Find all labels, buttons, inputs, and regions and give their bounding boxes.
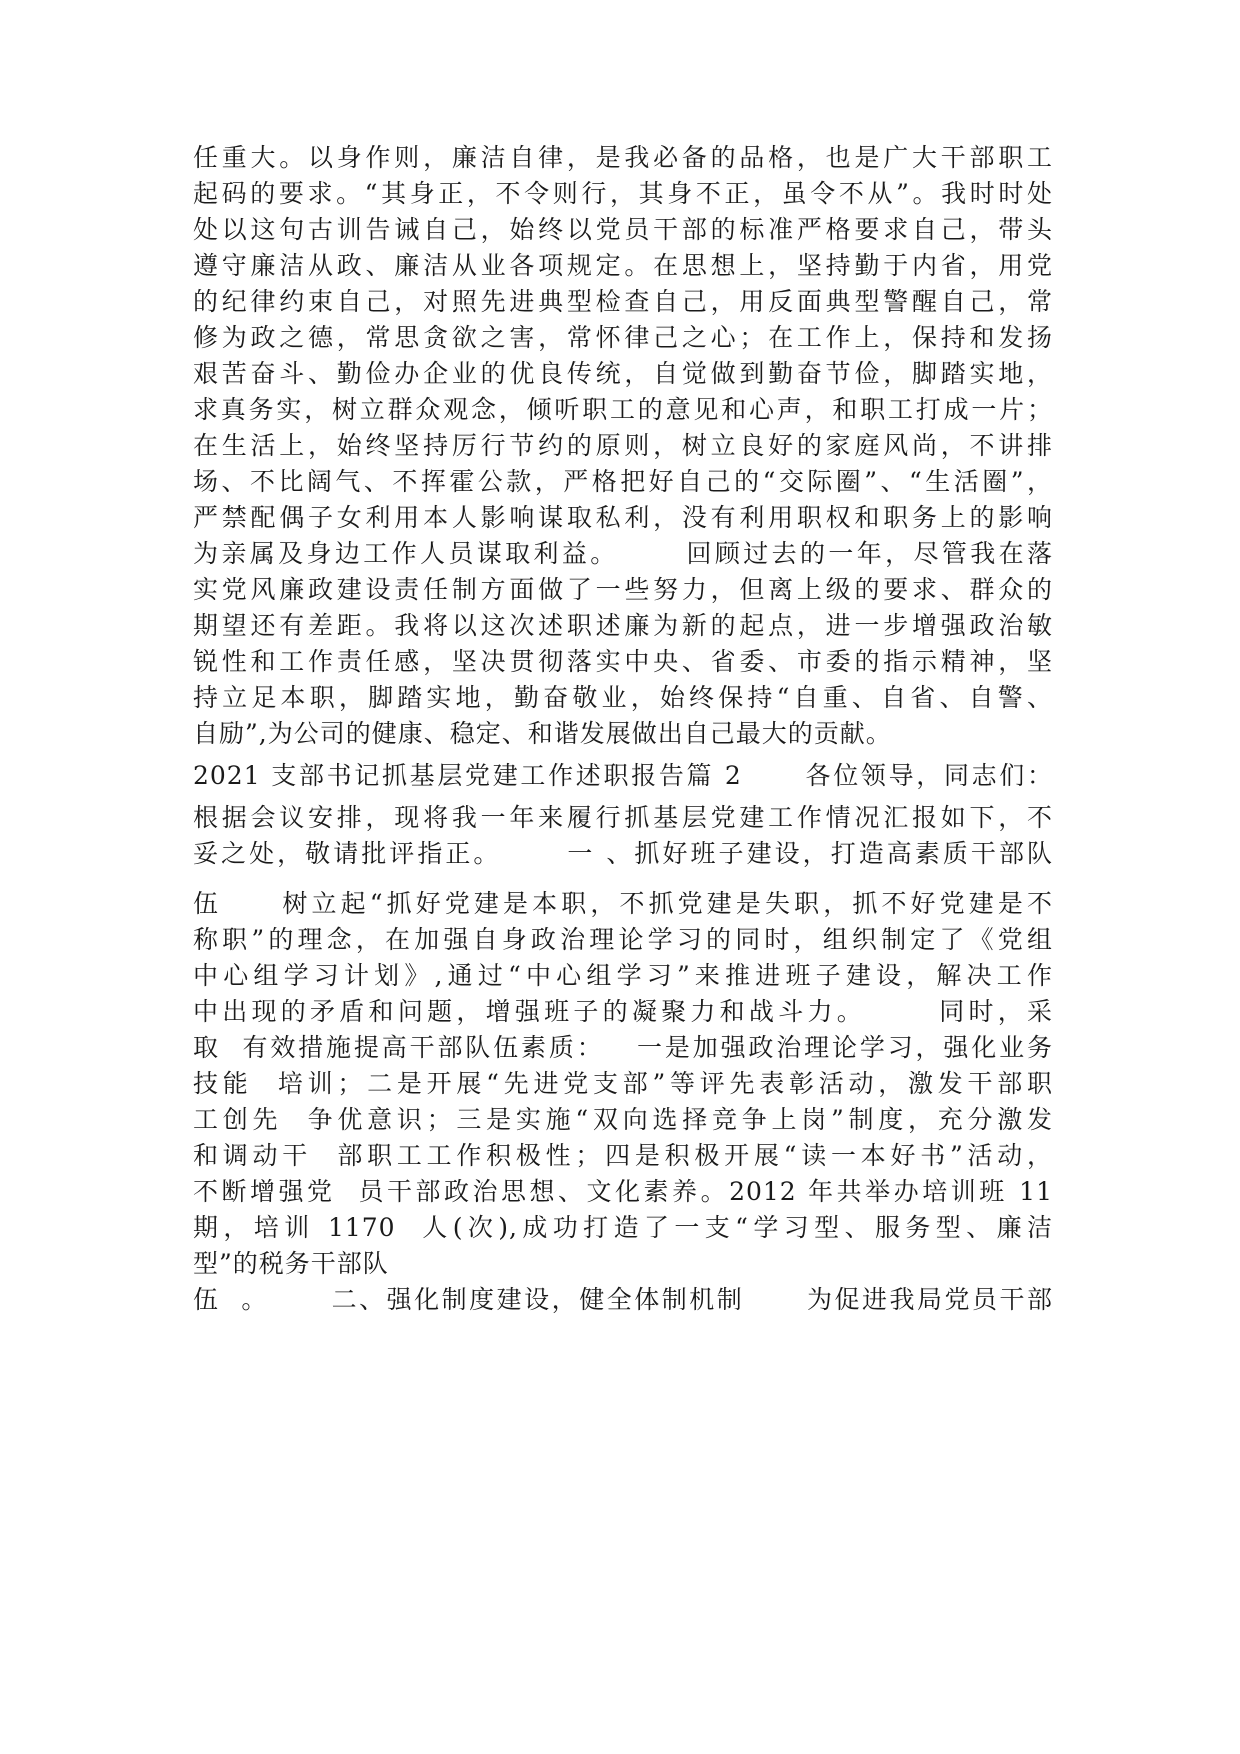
text-line: 处以这句古训告诫自己，始终以党员干部的标准严格要求自己，带头 <box>193 215 1053 244</box>
text-line: 自励”,为公司的健康、稳定、和谐发展做出自己最大的贡献。 <box>193 719 892 748</box>
section-heading-line: 2021 支部书记抓基层党建工作述职报告篇 2 各位领导，同志们： <box>193 761 1053 790</box>
text-line: 伍 树立起“抓好党建是本职，不抓党建是失职，抓不好党建是不 <box>193 889 1053 918</box>
text-line: 型”的税务干部队 <box>193 1249 389 1278</box>
text-line: 伍 。 二、强化制度建设，健全体制机制 为促进我局党员干部 <box>193 1285 1053 1314</box>
text-line: 锐性和工作责任感，坚决贯彻落实中央、省委、市委的指示精神，坚 <box>193 647 1053 676</box>
text-line: 持立足本职，脚踏实地，勤奋敬业，始终保持“自重、自省、自警、 <box>193 683 1053 712</box>
text-line: 根据会议安排，现将我一年来履行抓基层党建工作情况汇报如下，不 <box>193 803 1053 832</box>
text-line: 和调动干 部职工工作积极性；四是积极开展“读一本好书”活动， <box>193 1141 1053 1170</box>
text-line: 修为政之德，常思贪欲之害，常怀律己之心；在工作上，保持和发扬 <box>193 323 1053 352</box>
body-text <box>193 140 1053 1318</box>
text-line: 起码的要求。“其身正，不令则行，其身不正，虽令不从”。我时时处 <box>193 179 1053 208</box>
text-line: 中心组学习计划》,通过“中心组学习”来推进班子建设，解决工作 <box>193 961 1053 990</box>
text-line: 艰苦奋斗、勤俭办企业的优良传统，自觉做到勤奋节俭，脚踏实地， <box>193 359 1053 388</box>
text-line: 中出现的矛盾和问题，增强班子的凝聚力和战斗力。 同时，采 <box>193 997 1053 1026</box>
text-line: 称职”的理念，在加强自身政治理论学习的同时，组织制定了《党组 <box>193 925 1053 954</box>
text-line: 取 有效措施提高干部队伍素质： 一是加强政治理论学习，强化业务 <box>193 1033 1053 1062</box>
text-line: 场、不比阔气、不挥霍公款，严格把好自己的“交际圈”、“生活圈”， <box>193 467 1053 496</box>
text-line: 期，培训 1170 人(次),成功打造了一支“学习型、服务型、廉洁 <box>193 1213 1053 1242</box>
text-line: 妥之处，敬请批评指正。 一 、抓好班子建设，打造高素质干部队 <box>193 839 1053 868</box>
text-line: 任重大。以身作则，廉洁自律，是我必备的品格，也是广大干部职工 <box>193 143 1053 172</box>
text-line: 期望还有差距。我将以这次述职述廉为新的起点，进一步增强政治敏 <box>193 611 1053 640</box>
text-line: 不断增强党 员干部政治思想、文化素养。2012 年共举办培训班 11 <box>193 1177 1053 1206</box>
text-line: 严禁配偶子女利用本人影响谋取私利，没有利用职权和职务上的影响 <box>193 503 1053 532</box>
text-line: 实党风廉政建设责任制方面做了一些努力，但离上级的要求、群众的 <box>193 575 1053 604</box>
text-line: 为亲属及身边工作人员谋取利益。 回顾过去的一年，尽管我在落 <box>193 539 1053 568</box>
text-line: 求真务实，树立群众观念，倾听职工的意见和心声，和职工打成一片； <box>193 395 1053 424</box>
text-line: 遵守廉洁从政、廉洁从业各项规定。在思想上，坚持勤于内省，用党 <box>193 251 1053 280</box>
text-line: 工创先 争优意识；三是实施“双向选择竞争上岗”制度，充分激发 <box>193 1105 1053 1134</box>
text-line: 的纪律约束自己，对照先进典型检查自己，用反面典型警醒自己，常 <box>193 287 1053 316</box>
text-line: 技能 培训；二是开展“先进党支部”等评先表彰活动，激发干部职 <box>193 1069 1053 1098</box>
text-line: 在生活上，始终坚持厉行节约的原则，树立良好的家庭风尚，不讲排 <box>193 431 1053 460</box>
